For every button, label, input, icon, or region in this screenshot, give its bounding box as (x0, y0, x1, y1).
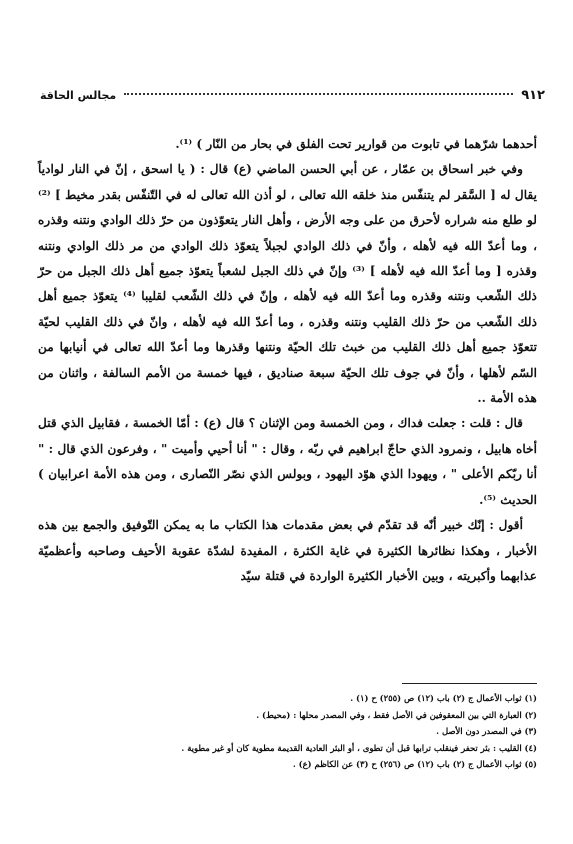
paragraph: أقول : إنّك خبير أنّه قد تقدّم في بعض مقدمات هذا الكتاب ما به يمكن التّوفيق والجمع بين هذه الأخبار ، وهكذا نظائرها الكثيرة في غاية الكثرة ، المفيدة لشدّة عقوبة الأحيف وصاحبه وأعظميّة عذابهما وأكبريته ، وبين الأخبار الكثيرة الواردة في قتلة سيّد (38, 518, 537, 583)
running-title: مجالس الحاقة (40, 88, 117, 102)
paragraph: أحدهما شرّهما في تابوت من قوارير تحت الفلق في بحار من النّار ) ⁽¹⁾. (175, 137, 537, 151)
footnote: (٢) العبارة التي بين المعقوفين في الأصل فقط ، وفي المصدر محلها : (محيط) . (256, 709, 537, 720)
footnote: (٤) القليب : بئر تحفر فينقلب ترابها قبل أن تطوى ، أو البئر العادية القديمة مطوية كان أو غير مطوية . (181, 742, 537, 753)
footnote-separator (402, 683, 537, 684)
footnote: (٥) ثواب الأعمال ج (٢) باب (١٢) ص (٢٥٦) ح (٣) عن الكاظم (ع) . (292, 759, 537, 770)
page-number: ٩١٢ (521, 87, 545, 103)
main-text (38, 132, 537, 589)
footnote: (٣) في المصدر دون الأصل . (436, 726, 537, 737)
paragraph: قال : قلت : جعلت فداك ، ومن الخمسة ومن الإثنان ؟ قال (ع) : أمّا الخمسة ، فقابيل الذي قتل أخاه هابيل ، ونمرود الذي حاجّ ابراهيم في ربّه ، وقال : " أنا أحيي وأميت " ، وفرعون الذي قال : " أنا ربّكم الأعلى " ، ويهودا الذي هوّد اليهود ، وبولس الذي نصّر النّصارى ، ومن هذه الأمة اعرابيان ) الحديث ⁽⁵⁾. (38, 416, 537, 507)
page-header (40, 86, 545, 104)
dotted-leader (124, 93, 513, 95)
footnote: (١) ثواب الأعمال ج (٢) باب (١٢) ص (٢٥٥) ح (١) . (350, 693, 537, 703)
paragraph: وفي خبر اسحاق بن عمّار ، عن أبي الحسن الماضي (ع) قال : ( يا اسحق ، إنّ في النار لوادياً يقال له [ السَّقر لم يتنفّس منذ خلقه الله تعالى ، لو أذن الله تعالى له في التّنفّس بقدر مخيط ] ⁽²⁾ لو طلع منه شراره لأحرق من على وجه الأرض ، وأهل النار يتعوّذون من حرّ ذلك الوادي ونتنه وقذره ، وما أعدّ الله فيه لأهله ، وأنّ في ذلك الوادي لجبلاً يتعوّذ ذلك الوادي من مر ذلك الوادي ونتنه وقذره [ وما أعدّ الله فيه لأهله ] ⁽³⁾ وإنّ في ذلك الجبل لشعباً يتعوّذ جميع أهل ذلك الجبل من حرّ ذلك الشّعب ونتنه وقذره وما أعدّ الله فيه لأهله ، وإنّ في ذلك الشّعب لقليبا ⁽⁴⁾ يتعوّذ جميع أهل ذلك الشّعب من حرّ ذلك القليب ونتنه وقذره ، وما أعدّ الله فيه لأهله ، وانّ في ذلك القليب لحيّة تتعوّذ جميع أهل ذلك القليب من خبث تلك الحيّة ونتنها وقذرها وما أعدّ الله تعالى في أنيابها من السّم لأهلها ، وأنّ في جوف تلك الحيّة سبعة صناديق ، فيها خمسة من الأمم السالفة ، واثنان من هذه الأمة .. (38, 162, 537, 406)
footnotes (40, 690, 537, 773)
